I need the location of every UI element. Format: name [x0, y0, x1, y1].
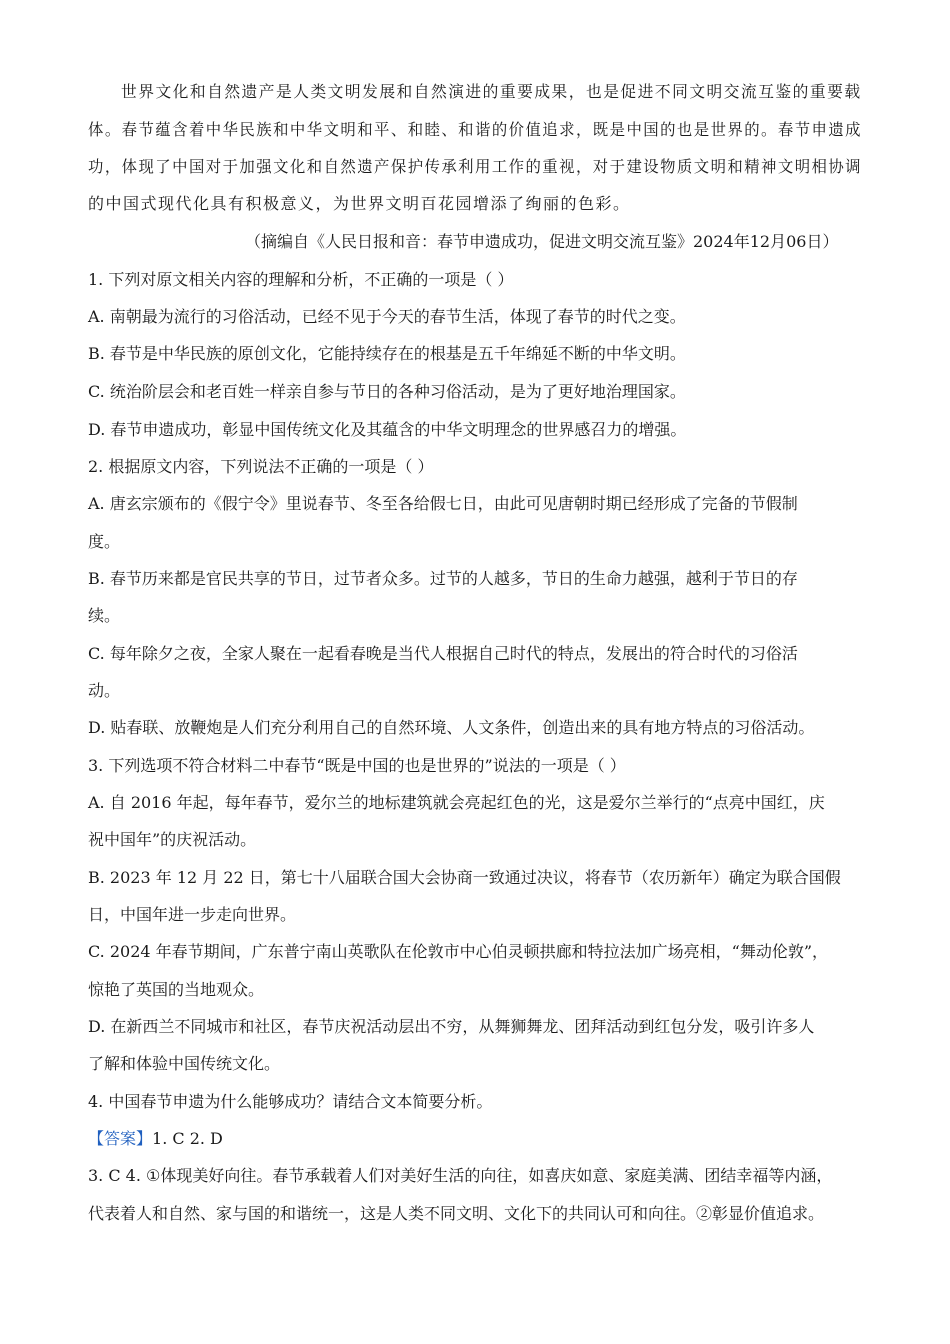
question-2-option-c-cont: 动。: [88, 681, 121, 700]
question-3-option-c-cont: 惊艳了英国的当地观众。: [88, 980, 265, 999]
question-3-stem: 3. 下列选项不符合材料二中春节“既是中国的也是世界的”说法的一项是（ ）: [88, 756, 626, 775]
question-2-option-b-cont: 续。: [88, 606, 121, 625]
question-3-option-a-cont: 祝中国年”的庆祝活动。: [88, 830, 257, 849]
question-2-stem: 2. 根据原文内容，下列说法不正确的一项是（ ）: [88, 457, 434, 476]
passage-line-3: 功，体现了中国对于加强文化和自然遗产保护传承利用工作的重视，对于建设物质文明和精神文明相协调: [88, 157, 863, 176]
question-3-option-b-cont: 日，中国年进一步走向世界。: [88, 905, 297, 924]
question-3-option-d-cont: 了解和体验中国传统文化。: [88, 1054, 281, 1073]
question-1-option-b: B. 春节是中华民族的原创文化，它能持续存在的根基是五千年绵延不断的中华文明。: [88, 344, 686, 363]
answer-line-3: 代表着人和自然、家与国的和谐统一，这是人类不同文明、文化下的共同认可和向往。②彰显价值追求。: [88, 1204, 825, 1223]
question-3-option-d: D. 在新西兰不同城市和社区，春节庆祝活动层出不穷，从舞狮舞龙、团拜活动到红包分发，吸引许多人: [88, 1017, 815, 1036]
question-1-option-a: A. 南朝最为流行的习俗活动，已经不见于今天的春节生活，体现了春节的时代之变。: [88, 307, 686, 326]
answer-tag: 【答案】: [88, 1129, 153, 1148]
passage-line-2: 体。春节蕴含着中华民族和中华文明和平、和睦、和谐的价值追求，既是中国的也是世界的。春节申遗成: [88, 120, 863, 139]
answer-choices-1-2: 1. C 2. D: [152, 1129, 223, 1148]
answer-line-1: [88, 1129, 223, 1149]
question-2-option-b: B. 春节历来都是官民共享的节日，过节者众多。过节的人越多，节日的生命力越强，越利于节日的存: [88, 569, 798, 588]
question-1-option-c: C. 统治阶层会和老百姓一样亲自参与节日的各种习俗活动，是为了更好地治理国家。: [88, 382, 686, 401]
question-2-option-a-cont: 度。: [88, 532, 121, 551]
question-3-option-c: C. 2024 年春节期间，广东普宁南山英歌队在伦敦市中心伯灵顿拱廊和特拉法加广场亮相，“舞动伦敦”，: [88, 942, 829, 961]
question-1-stem: 1. 下列对原文相关内容的理解和分析，不正确的一项是（ ）: [88, 270, 514, 289]
passage-line-4: 的中国式现代化具有积极意义，为世界文明百花园增添了绚丽的色彩。: [88, 194, 631, 213]
answer-line-2: 3. C 4. ①体现美好向往。春节承载着人们对美好生活的向往，如喜庆如意、家庭美满、团结幸福等内涵，: [88, 1166, 833, 1185]
question-3-option-b: B. 2023 年 12 月 22 日，第七十八届联合国大会协商一致通过决议，将春节（农历新年）确定为联合国假: [88, 868, 841, 887]
passage-line-1: 世界文化和自然遗产是人类文明发展和自然演进的重要成果，也是促进不同文明交流互鉴的重要载: [121, 82, 862, 101]
question-2-option-d: D. 贴春联、放鞭炮是人们充分利用自己的自然环境、人文条件，创造出来的具有地方特点的习俗活动。: [88, 718, 815, 737]
passage-source: （摘编自《人民日报和音：春节申遗成功，促进文明交流互鉴》2024年12月06日）: [245, 232, 839, 251]
question-2-option-c: C. 每年除夕之夜，全家人聚在一起看春晚是当代人根据自己时代的特点，发展出的符合时代的习俗活: [88, 644, 798, 663]
question-4-stem: 4. 中国春节申遗为什么能够成功？请结合文本简要分析。: [88, 1092, 493, 1111]
question-3-option-a: A. 自 2016 年起，每年春节，爱尔兰的地标建筑就会亮起红色的光，这是爱尔兰举行的“点亮中国红，庆: [88, 793, 825, 812]
question-1-option-d: D. 春节申遗成功，彰显中国传统文化及其蕴含的中华文明理念的世界感召力的增强。: [88, 420, 687, 439]
question-2-option-a: A. 唐玄宗颁布的《假宁令》里说春节、冬至各给假七日，由此可见唐朝时期已经形成了完备的节假制: [88, 494, 798, 513]
